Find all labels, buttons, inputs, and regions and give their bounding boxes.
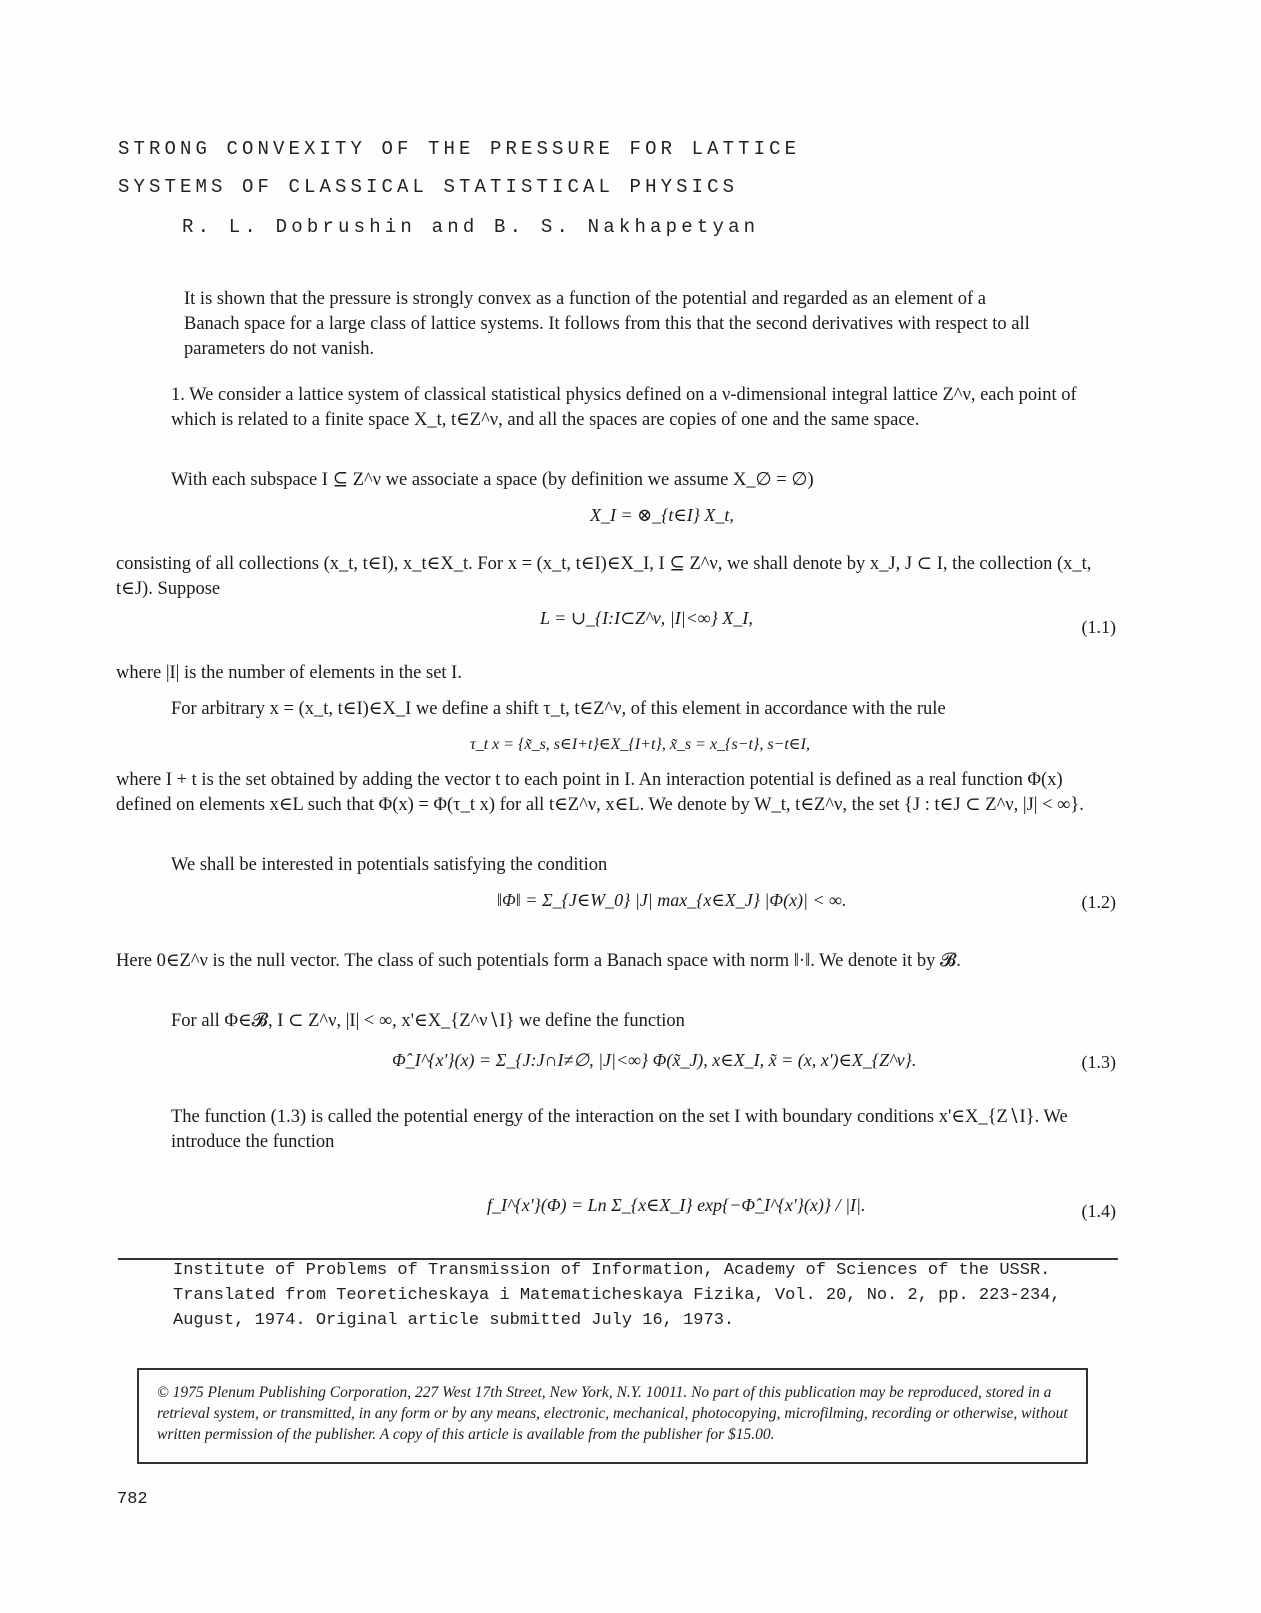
title-line-2: SYSTEMS OF CLASSICAL STATISTICAL PHYSICS (118, 176, 739, 198)
equation-1-4: f_I^{x'}(Φ) = Ln Σ_{x∈X_I} exp{−Φ̂_I^{x'}(x)} / |I|. (487, 1195, 866, 1215)
equation-number-1-4: (1.4) (1081, 1201, 1116, 1221)
equation-shift: τ_t x = {x̃_s, s∈I+t}∈X_{I+t}, x̃_s = x_{s−t}, s−t∈I, (470, 736, 810, 753)
copyright-box: © 1975 Plenum Publishing Corporation, 227 West 17th Street, New York, N.Y. 10011. No part of this publication may be reproduced, stored in a retrieval system, or transmitted, in any form or by any means, electronic, mechanical, photocopying, microfilming, recording or otherwise, without written permission of the publisher. A copy of this article is available from the publisher for $15.00. (137, 1368, 1088, 1464)
authors: R. L. Dobrushin and B. S. Nakhapetyan (182, 216, 760, 238)
equation-1-2: ‖Φ‖ = Σ_{J∈W_0} |J| max_{x∈X_J} |Φ(x)| < ∞. (497, 890, 847, 910)
title-line-1: STRONG CONVEXITY OF THE PRESSURE FOR LATTICE (118, 138, 801, 160)
abstract: It is shown that the pressure is strongly convex as a function of the potential and regarded as an element of a Banach space for a large class of lattice systems. It follows from this that the second derivatives with respect to all parameters do not vanish. (184, 289, 1030, 359)
paper-title (118, 130, 1118, 206)
paragraph-3: consisting of all collections (x_t, t∈I), x_t∈X_t. For x = (x_t, t∈I)∈X_I, I ⊆ Z^ν, we shall denote by x_J, J ⊂ I, the collection (x_t, t∈J). Suppose (116, 554, 1092, 599)
equation-1-3: Φ̂_I^{x'}(x) = Σ_{J:J∩I≠∅, |J|<∞} Φ(x̃_J), x∈X_I, x̃ = (x, x')∈X_{Z^ν}. (392, 1050, 917, 1070)
paragraph-1: 1. We consider a lattice system of classical statistical physics defined on a ν-dimensional integral lattice Z^ν, each point of which is related to a finite space X_t, t∈Z^ν, and all the spaces are copies of one and the same space. (171, 385, 1077, 430)
paragraph-7: We shall be interested in potentials satisfying the condition (171, 855, 608, 875)
equation-1-1: L = ∪_{I:I⊂Z^ν, |I|<∞} X_I, (540, 608, 753, 628)
paragraph-10: The function (1.3) is called the potential energy of the interaction on the set I with boundary conditions x'∈X_{Z∖I}. We introduce the function (171, 1107, 1068, 1152)
equation-number-1-1: (1.1) (1081, 617, 1116, 637)
footnote: Institute of Problems of Transmission of Information, Academy of Sciences of the USSR. Translated from Teoreticheskaya i Matematicheskaya Fizika, Vol. 20, No. 2, pp. 223-234, August, 1974. Original article submitted July 16, 1973. (173, 1261, 1061, 1330)
equation-XI: X_I = ⊗_{t∈I} X_t, (590, 505, 734, 525)
paragraph-6: where I + t is the set obtained by adding the vector t to each point in I. An interaction potential is defined as a real function Φ(x) defined on elements x∈L such that Φ(x) = Φ(τ_t x) for all t∈Z^ν, x∈L. We denote by W_t, t∈Z^ν, the set {J : t∈J ⊂ Z^ν, |J| < ∞}. (116, 770, 1084, 815)
paragraph-4: where |I| is the number of elements in the set I. (116, 663, 462, 683)
paragraph-2: With each subspace I ⊆ Z^ν we associate a space (by definition we assume X_∅ = ∅) (171, 470, 814, 490)
equation-number-1-2: (1.2) (1081, 892, 1116, 912)
paragraph-9: For all Φ∈𝓑, I ⊂ Z^ν, |I| < ∞, x'∈X_{Z^ν∖I} we define the function (171, 1011, 685, 1031)
paragraph-5: For arbitrary x = (x_t, t∈I)∈X_I we define a shift τ_t, t∈Z^ν, of this element in accordance with the rule (171, 699, 946, 719)
equation-number-1-3: (1.3) (1081, 1052, 1116, 1072)
paragraph-8: Here 0∈Z^ν is the null vector. The class of such potentials form a Banach space with norm ‖·‖. We denote it by 𝓑. (116, 951, 961, 971)
page-number: 782 (117, 1490, 148, 1509)
